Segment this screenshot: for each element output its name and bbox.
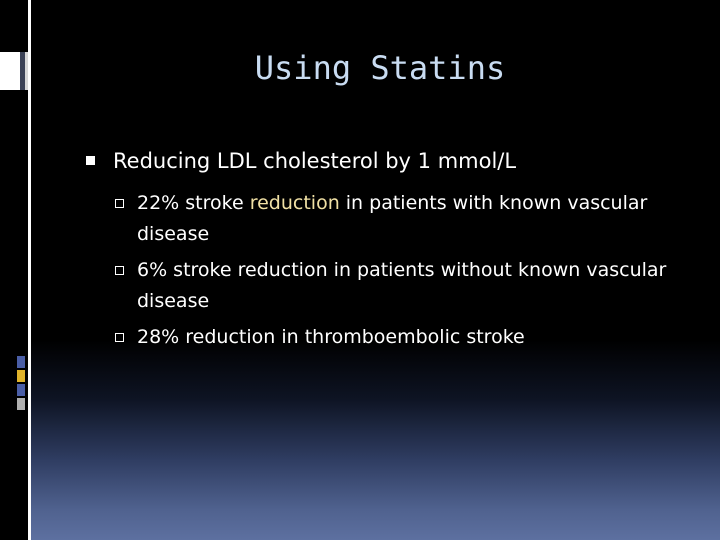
sub-bullet [115, 255, 675, 317]
hollow-square-bullet-icon [115, 266, 124, 275]
accent-square-gold [17, 370, 25, 382]
main-bullet [86, 145, 706, 177]
hollow-square-bullet-icon [115, 199, 124, 208]
highlighted-word: reduction [249, 192, 340, 214]
title-decor-block [0, 52, 20, 90]
square-bullet-icon [86, 156, 95, 165]
slide-title: Using Statins [254, 49, 506, 87]
main-bullet-text: Reducing LDL cholesterol by 1 mmol/L [113, 149, 517, 173]
sub-bullet-list [115, 188, 675, 358]
accent-square-gray [17, 398, 25, 410]
left-decor-line [28, 0, 31, 540]
accent-square-blue [17, 356, 25, 368]
sub-bullet-text: 28% reduction in thromboembolic stroke [137, 326, 525, 348]
sub-bullet-text: 6% stroke reduction in patients without known vascular disease [137, 259, 667, 312]
sub-bullet-suffix: in patients with known vascular disease [137, 192, 648, 245]
sub-bullet-text [137, 188, 675, 250]
hollow-square-bullet-icon [115, 333, 124, 342]
sub-bullet [115, 322, 675, 353]
title-decor-block-light [25, 52, 28, 90]
sub-bullet-prefix: 22% stroke [137, 192, 250, 214]
accent-square-blue-2 [17, 384, 25, 396]
sub-bullet [115, 188, 675, 250]
